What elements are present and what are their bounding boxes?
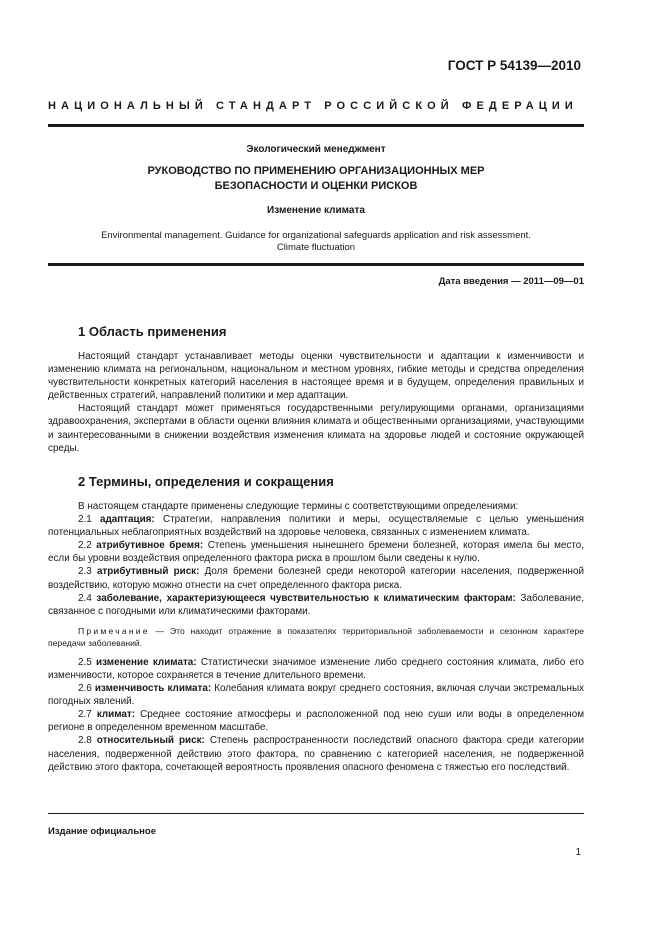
top-divider — [48, 124, 584, 127]
english-title-line1: Environmental management. Guidance for organizational safeguards application and risk assessment. — [101, 230, 531, 241]
term-number: 2.2 — [78, 540, 92, 552]
term-item — [48, 708, 584, 734]
term-definition: Доля бремени болезней среди некоторой категории населения, подверженной воздействию, которую можно отнести на счет определенного фактора риска. — [48, 566, 585, 591]
note-text: — Это находит отражение в показателях территориальной заболеваемости и сезонном характере передачи заболеваний. — [48, 625, 584, 648]
term-definition: Среднее состояние атмосферы и расположенной под нею суши или воды в определенном регионе в определенном временном масштабе. — [48, 709, 585, 734]
term-name: адаптация: — [99, 514, 155, 526]
section1-body — [48, 350, 584, 455]
term-name: климат: — [96, 709, 136, 721]
intro-date: Дата введения — 2011—09—01 — [438, 276, 584, 287]
term-name: заболевание, характеризующееся чувствительностью к климатическим факторам: — [96, 592, 516, 604]
term-number: 2.4 — [78, 592, 92, 604]
english-title — [48, 230, 584, 254]
term-number: 2.8 — [78, 735, 92, 747]
term-item — [48, 656, 584, 682]
term-definition: Колебания климата вокруг среднего состояния, включая случаи экстремальных погодных явлений. — [48, 683, 584, 708]
title-divider — [48, 263, 584, 266]
term-item — [48, 734, 584, 773]
term-number: 2.7 — [78, 709, 92, 721]
section2-body — [48, 500, 584, 774]
note-label: Примечание — [78, 625, 150, 636]
edition-label: Издание официальное — [48, 826, 156, 837]
term-name: относительный риск: — [96, 735, 205, 747]
term-name: изменение климата: — [96, 656, 197, 668]
term-item — [48, 539, 584, 565]
term-definition: Стратегии, направления политики и меры, осуществляемые с целью уменьшения потенциальных неблагоприятных воздействий на здоровье человека, связанных с изменением климата. — [48, 514, 584, 539]
subtitle: Изменение климата — [267, 205, 365, 216]
term-name: изменчивость климата: — [94, 683, 212, 695]
term-number: 2.5 — [78, 656, 92, 668]
term-name: атрибутивное бремя: — [96, 540, 204, 552]
section1-paragraph: Настоящий стандарт может применяться государственными регулирующими органами, организациями здравоохранения, экспертами в области оценки влияния климата и общественными организациями, участвующими и заинтересованными в снижении воздействия изменения климата на здоровье людей и состояние окружающей среды. — [48, 403, 584, 454]
term-number: 2.6 — [78, 683, 92, 695]
main-title-line2: БЕЗОПАСНОСТИ И ОЦЕНКИ РИСКОВ — [214, 180, 418, 192]
section1-paragraph: Настоящий стандарт устанавливает методы оценки чувствительности и адаптации к изменчивости и изменению климата на региональном, национальном и местном уровнях, гибкие методы и средства определения чувствительности конкретных категорий населения в настоящее время и в будущем, определения правильных и действенных стратегий, направлений политики и мер адаптации. — [48, 351, 584, 402]
term-item — [48, 513, 584, 539]
term-definition: Заболевание, связанное с погодными или климатическими факторами. — [48, 592, 584, 617]
note — [48, 625, 584, 649]
national-standard-heading: НАЦИОНАЛЬНЫЙ СТАНДАРТ РОССИЙСКОЙ ФЕДЕРАЦИИ — [48, 100, 578, 112]
page-number: 1 — [575, 847, 581, 858]
section2-intro: В настоящем стандарте применены следующие термины с соответствующими определениями: — [78, 501, 519, 512]
english-title-line2: Climate fluctuation — [276, 242, 356, 253]
main-title-line1: РУКОВОДСТВО ПО ПРИМЕНЕНИЮ ОРГАНИЗАЦИОННЫХ МЕР — [147, 165, 485, 177]
section2-heading: 2 Термины, определения и сокращения — [78, 474, 334, 489]
term-number: 2.1 — [78, 514, 92, 526]
term-definition: Статистически значимое изменение либо среднего состояния климата, либо его изменчивости, которое сохраняется в течение длительного времени. — [48, 656, 584, 681]
term-item — [48, 682, 584, 708]
term-definition: Степень уменьшения нынешнего бремени болезней, которая имела бы место, если бы уровни воздействия определенного фактора риска в прошлом были сведены к нулю. — [48, 540, 585, 565]
term-item — [48, 592, 584, 618]
term-definition: Степень распространенности последствий опасного фактора среди категории населения, подверженной действию этого фактора, по сравнению с категорией населения, не подверженной действию этого фактора, сочетающей вероятность проявления опасного феномена с тяжестью его последствий. — [48, 735, 585, 773]
main-title — [48, 164, 584, 194]
term-item — [48, 565, 584, 591]
term-number: 2.3 — [78, 566, 92, 578]
category-title: Экологический менеджмент — [246, 144, 386, 155]
footer-divider — [48, 813, 584, 814]
section1-heading: 1 Область применения — [78, 324, 227, 339]
term-name: атрибутивный риск: — [96, 566, 200, 578]
doc-number: ГОСТ Р 54139—2010 — [447, 58, 581, 73]
